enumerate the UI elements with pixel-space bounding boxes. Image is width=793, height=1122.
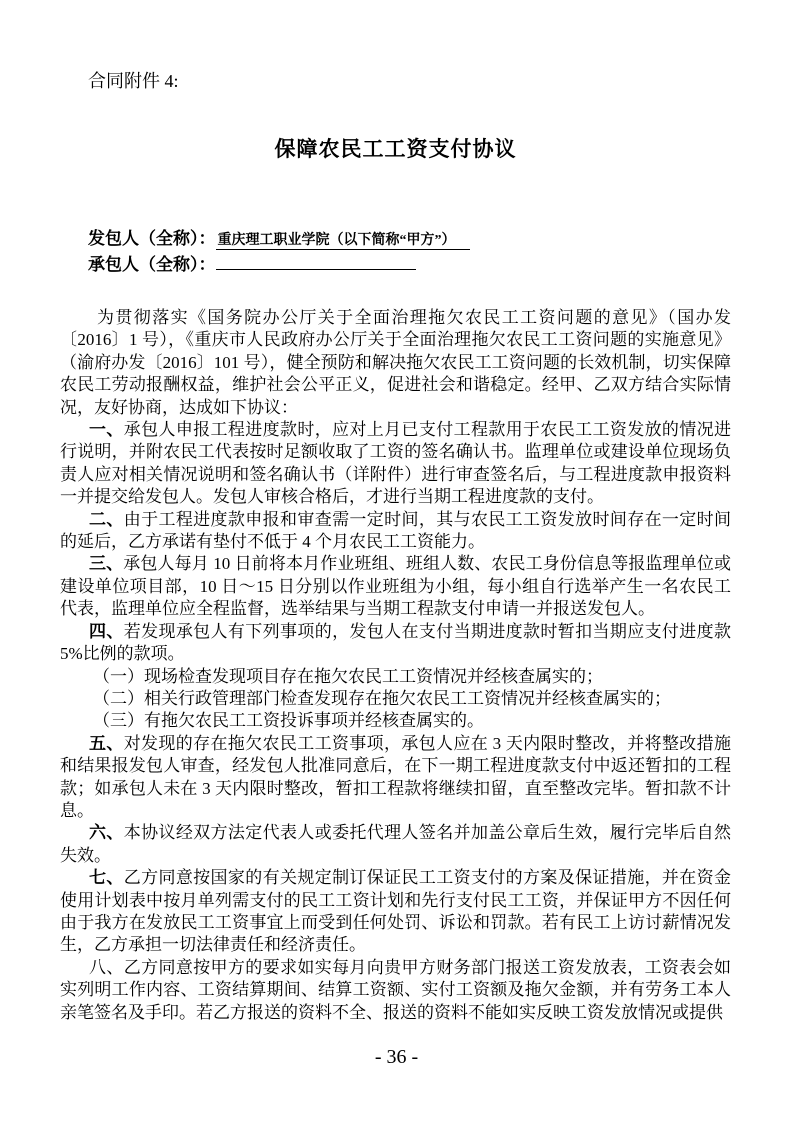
clause-1-text: 承包人申报工程进度款时，应对上月已支付工程款用于农民工工资发放的情况进行说明，并附农民工代表按时足额收取了工资的签名确认书。监理单位或建设单位现场负责人应对相关情况说明和签名确认书（详附件）进行审查签名后，与工程进度款申报资料一并提交给发包人。发包人审核合格后，才进行当期工程进度款的支付。 (60, 420, 732, 507)
clause-8 (60, 957, 731, 1024)
subclause-3: （三）有拖欠农民工工资投诉事项并经核查属实的。 (93, 711, 484, 731)
clause-4 (60, 621, 731, 666)
subclause-1: （一）现场检查发现项目存在拖欠农民工工资情况并经核查属实的； (93, 666, 603, 686)
clause-4-text: 若发现承包人有下列事项的，发包人在支付当期进度款时暂扣当期应支付进度款5%比例的款项。 (60, 621, 732, 664)
party-b-line (88, 253, 731, 277)
party-a-value: 重庆理工职业学院（以下简称“甲方”） (216, 233, 470, 250)
clause-7-number: 七、 (89, 868, 124, 888)
subclause-2: （二）相关行政管理部门检查发现存在拖欠农民工工资情况并经核查属实的； (93, 688, 671, 708)
contract-body (60, 307, 731, 1024)
clause-2-text: 由于工程进度款申报和审查需一定时间，其与农民工工资发放时间存在一定时间的延后，乙方承诺有垫付不低于 4 个月农民工工资能力。 (60, 509, 732, 552)
clause-3 (60, 553, 731, 620)
clause-6-text: 本协议经双方法定代表人或委托代理人签名并加盖公章后生效，履行完毕后自然失效。 (60, 823, 732, 865)
clause-8-text: 乙方同意按甲方的要求如实每月向贵甲方财务部门报送工资发放表，工资表会如实列明工作内容、工资结算期间、结算工资额、实付工资额及拖欠金额，并有劳务工本人亲笔签名及手印。若乙方报送的资料不全、报送的资料不能如实反映工资发放情况或提供 (60, 957, 732, 1022)
clause-1 (60, 419, 731, 509)
clause-7 (60, 867, 731, 957)
clause-6-number: 六、 (89, 823, 124, 843)
party-b-label: 承包人（全称）： (88, 255, 216, 274)
clause-6 (60, 822, 731, 867)
clause-2 (60, 509, 731, 554)
clause-4-number: 四、 (89, 621, 124, 641)
clause-5 (60, 733, 731, 823)
clause-1-number: 一、 (89, 420, 124, 440)
clause-3-number: 三、 (89, 554, 124, 574)
page-number: - 36 - (374, 1046, 419, 1068)
clause-8-number: 八、 (89, 957, 124, 977)
clause-5-number: 五、 (89, 733, 124, 753)
party-b-value-blank (216, 254, 416, 270)
document-title: 保障农民工工资支付协议 (274, 137, 517, 161)
parties-block (88, 227, 731, 277)
clause-2-number: 二、 (89, 509, 124, 529)
clause-7-text: 乙方同意按国家的有关规定制订保证民工工资支付的方案及保证措施，并在资金使用计划表中按月单列需支付的民工工资计划和先行支付民工工资，并保证甲方不因任何由于我方在发放民工工资事宜上而受到任何处罚、诉讼和罚款。若有民工上访讨薪情况发生，乙方承担一切法律责任和经济责任。 (60, 868, 732, 955)
clause-3-text: 承包人每月 10 日前将本月作业班组、班组人数、农民工身份信息等报监理单位或建设单位项目部，10 日～15 日分别以作业班组为小组，每小组自行选举产生一名农民工代表，监理单位应全程监督，选举结果与当期工程款支付申请一并报送发包人。 (60, 554, 732, 619)
intro-paragraph: 为贯彻落实《国务院办公厅关于全面治理拖欠农民工工资问题的意见》（国办发〔2016〕1 号），《重庆市人民政府办公厅关于全面治理拖欠农民工工资问题的实施意见》（渝府办发〔2016〕101 号），健全预防和解决拖欠农民工工资问题的长效机制，切实保障农民工劳动报酬权益，维护社会公平正义，促进社会和谐稳定。经甲、乙双方结合实际情况，友好协商，达成如下协议： (60, 308, 731, 417)
attachment-label: 合同附件 4: (88, 71, 179, 91)
clause-5-text: 对发现的存在拖欠农民工工资事项，承包人应在 3 天内限时整改，并将整改措施和结果报发包人审查，经发包人批准同意后，在下一期工程进度款支付中返还暂扣的工程款；如承包人未在 3 天内限时整改，暂扣工程款将继续扣留，直至整改完毕。暂扣款不计息。 (60, 733, 731, 820)
party-a-label: 发包人（全称）： (88, 229, 216, 248)
party-a-line (88, 227, 731, 253)
